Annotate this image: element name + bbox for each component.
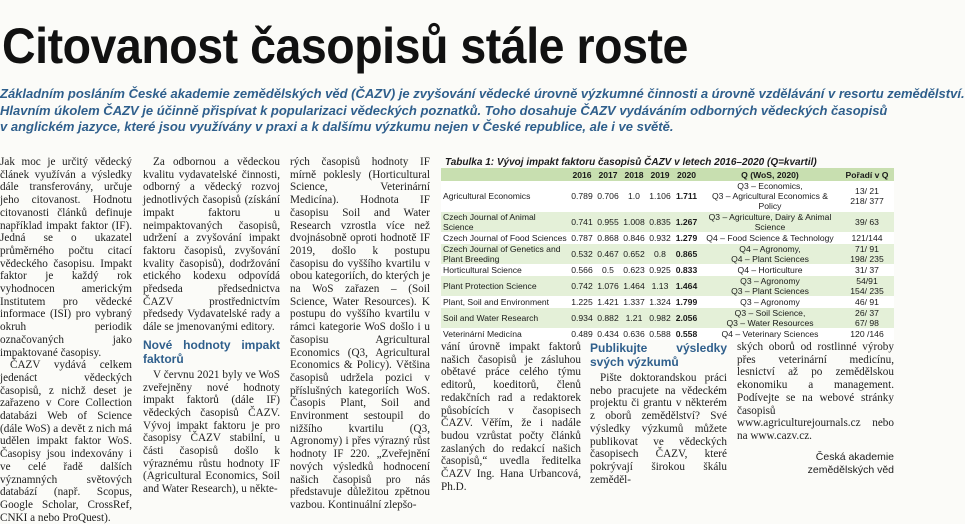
header-cell: Q (WoS, 2020): [700, 168, 840, 181]
article-column-2: [143, 156, 280, 496]
quartile-cell: Q4 – Agronomy, Q4 – Plant Sciences: [700, 244, 840, 265]
quartile-cell: Q4 – Food Science & Technology: [700, 233, 840, 244]
impact-factor-cell: 1.21: [621, 308, 647, 329]
body-paragraph: Pište doktorandskou práci nebo pracujete na vědeckém projektu či grantu v některém z oborů zemědělství? Své výsledky výzkumů můžete publikovat ve vědeckých časopisech ČAZV, které pokrývají širokou škálu zeměděl-: [590, 372, 727, 486]
impact-factor-cell: 1.711: [673, 181, 700, 212]
impact-factor-cell: 0.789: [569, 181, 595, 212]
body-paragraph: ských oborů od rostlinné výroby přes veterinární medicínu, lesnictví až po zemědělskou ekonomiku a management. Podívejte se na webové stránky časopisů www.agriculturejournals.cz nebo na www.cazv.cz.: [737, 341, 894, 442]
lead-line: v anglickém jazyce, které jsou využívány v praxi a k dalšímu výzkumu nejen v České republice, ale i ve světě.: [0, 119, 674, 134]
impact-factor-cell: 0.833: [673, 265, 700, 276]
quartile-cell: Q3 – Agronomy: [700, 297, 840, 308]
impact-factor-cell: 0.5: [595, 265, 621, 276]
impact-factor-cell: 1.337: [621, 297, 647, 308]
impact-factor-cell: 1.106: [647, 181, 673, 212]
rank-cell: 121/144: [840, 233, 894, 244]
table-row: [441, 181, 894, 212]
impact-factor-cell: 0.868: [595, 233, 621, 244]
body-paragraph: Za odbornou a vědeckou kvalitu vydavatelské činnosti, odborný a vědecký rozvoj jednotlivých časopisů (získání impakt faktoru u neimpaktovaných časopisů, udržení a zvyšování impakt faktoru časopisů, zvyšování kvality časopisů), dodržování etického kodexu odpovídá předseda předsednictva ČAZV prostřednictvím předsedy Vydavatelské rady a dále se jmenovanými editory.: [143, 156, 280, 334]
header-cell: 2019: [647, 168, 673, 181]
impact-factor-cell: 0.467: [595, 244, 621, 265]
impact-factor-cell: 0.882: [595, 308, 621, 329]
impact-factor-cell: 0.489: [569, 329, 595, 340]
impact-factor-cell: 0.532: [569, 244, 595, 265]
table-row: [441, 233, 894, 244]
impact-factor-cell: 0.934: [569, 308, 595, 329]
rank-cell: 120 /146: [840, 329, 894, 340]
journal-name-cell: Agricultural Economics: [441, 181, 569, 212]
impact-factor-cell: 0.623: [621, 265, 647, 276]
table-row: [441, 329, 894, 340]
impact-factor-cell: 0.652: [621, 244, 647, 265]
header-cell: 2020: [673, 168, 700, 181]
quartile-cell: Q3 – Economics, Q3 – Agricultural Economics & Policy: [700, 181, 840, 212]
rank-cell: 54/91 154/ 235: [840, 276, 894, 297]
impact-factor-cell: 0.741: [569, 212, 595, 233]
lead-paragraph: [0, 86, 965, 136]
rank-cell: 13/ 21 218/ 377: [840, 181, 894, 212]
impact-factor-cell: 1.267: [673, 212, 700, 233]
journal-name-cell: Soil and Water Research: [441, 308, 569, 329]
page-title: Citovanost časopisů stále roste: [2, 18, 688, 74]
lead-line: Hlavním úkolem ČAZV je účinně přispívat k popularizaci vědeckých poznatků. Toho dosahuje ČAZV vydáváním odborných vědeckých časopisů: [0, 102, 888, 118]
impact-factor-cell: 0.706: [595, 181, 621, 212]
impact-factor-cell: 1.464: [673, 276, 700, 297]
impact-factor-cell: 1.225: [569, 297, 595, 308]
table-row: [441, 276, 894, 297]
body-paragraph: rých časopisů hodnoty IF mírně poklesly (Horticultural Science, Veterinární Medicína). Hodnota IF časopisu Soil and Water Research vzrostla více než dvojnásobně oproti hodnotě IF 2019, došlo k postupu časopisu do vyššího kvartilu v obou kategoriích, do kterých je na WoS zařazen – (Soil Science, Water Resources). K postupu do vyššího kvartilu v rámci kategorie WoS došlo i u časopisu Agricultural Economics (Q3, Agricultural Economics & Policy). Většina časopisů udržela pozici v příslušných kategoriích WoS. Časopis Plant, Soil and Environment sestoupil do nižšího kvartilu (Q3, Agronomy) i přes výrazný růst hodnoty IF 220. „Zveřejnění nových výsledků hodnocení našich časopisů pro nás představuje důležitou zpětnou vazbou. Kontinuální zlepšo-: [290, 156, 430, 511]
journal-name-cell: Czech Journal of Animal Science: [441, 212, 569, 233]
impact-factor-cell: 0.742: [569, 276, 595, 297]
table-row: [441, 212, 894, 233]
article-column-4: [441, 341, 581, 493]
impact-factor-cell: 1.008: [621, 212, 647, 233]
body-paragraph: V červnu 2021 byly ve WoS zveřejněny nové hodnoty impakt faktorů (dále IF) vědeckých časopisů ČAZV. Vývoj impakt faktoru je pro časopisy ČAZV stabilní, u části časopisů došlo k výraznému růstu hodnoty IF (Agricultural Economics, Soil and Water Research), u někte-: [143, 368, 280, 496]
journal-name-cell: Plant, Soil and Environment: [441, 297, 569, 308]
impact-factor-cell: 0.955: [595, 212, 621, 233]
rank-cell: 31/ 37: [840, 265, 894, 276]
journal-name-cell: Plant Protection Science: [441, 276, 569, 297]
header-cell: [441, 168, 569, 181]
impact-factor-cell: 0.835: [647, 212, 673, 233]
rank-cell: 26/ 37 67/ 98: [840, 308, 894, 329]
impact-factor-cell: 0.566: [569, 265, 595, 276]
impact-factor-cell: 2.056: [673, 308, 700, 329]
signature: [737, 451, 894, 477]
rank-cell: 39/ 63: [840, 212, 894, 233]
signature-line: Česká akademie: [815, 450, 894, 463]
table-row: [441, 297, 894, 308]
impact-factor-table: [441, 168, 894, 340]
header-cell: 2016: [569, 168, 595, 181]
impact-factor-cell: 0.588: [647, 329, 673, 340]
impact-factor-cell: 0.865: [673, 244, 700, 265]
table-row: [441, 308, 894, 329]
impact-factor-cell: 0.982: [647, 308, 673, 329]
body-paragraph: vání úrovně impakt faktorů našich časopisů je zásluhou obětavé práce celého týmu editorů, koeditorů, členů redakčních rad a redaktorek působících v časopisech ČAZV. Věřím, že i nadále budou vzrůstat počty článků zaslaných do redakcí našich časopisů,“ uvedla ředitelka ČAZV Ing. Hana Urbancová, Ph.D.: [441, 341, 581, 493]
impact-factor-cell: 1.324: [647, 297, 673, 308]
table-header-row: [441, 168, 894, 181]
journal-name-cell: Horticultural Science: [441, 265, 569, 276]
body-paragraph: ČAZV vydává celkem jedenáct vědeckých časopisů, z nichž deset je zařazeno v Core Collection databázi Web of Science (dále WoS) a devět z nich má udělen impakt faktor WoS. Časopisy jsou indexovány i ve celé řadě dalších významných světových databází (např. Scopus, Google Scholar, CrossRef, CNKI a nebo ProQuest).: [0, 359, 132, 524]
impact-factor-cell: 1.0: [621, 181, 647, 212]
impact-factor-cell: 0.846: [621, 233, 647, 244]
lead-line: Základním posláním České akademie zemědělských věd (ČAZV) je zvyšování vědecké úrovně výzkumné činnosti a úrovně vzdělávání v resortu zemědělství.: [0, 86, 965, 101]
impact-factor-cell: 1.279: [673, 233, 700, 244]
quartile-cell: Q3 – Soil Science, Q3 – Water Resources: [700, 308, 840, 329]
table-caption: Tabulka 1: Vývoj impakt faktoru časopisů ČAZV v letech 2016–2020 (Q=kvartil): [445, 157, 817, 168]
quartile-cell: Q3 – Agronomy Q3 – Plant Sciences: [700, 276, 840, 297]
impact-factor-cell: 1.464: [621, 276, 647, 297]
signature-line: zemědělských věd: [807, 463, 894, 476]
article-column-3: [290, 156, 430, 511]
impact-factor-cell: 1.13: [647, 276, 673, 297]
quartile-cell: Q3 – Agriculture, Dairy & Animal Science: [700, 212, 840, 233]
article-column-1: [0, 156, 132, 524]
impact-factor-cell: 1.421: [595, 297, 621, 308]
section-heading: Nové hodnoty impakt faktorů: [143, 337, 280, 366]
impact-factor-cell: 0.434: [595, 329, 621, 340]
impact-factor-cell: 1.076: [595, 276, 621, 297]
header-cell: Pořadí v Q: [840, 168, 894, 181]
impact-factor-cell: 0.636: [621, 329, 647, 340]
header-cell: 2018: [621, 168, 647, 181]
impact-factor-cell: 0.558: [673, 329, 700, 340]
journal-name-cell: Veterinární Medicína: [441, 329, 569, 340]
article-column-6: [737, 341, 894, 476]
table-body: [441, 181, 894, 340]
journal-name-cell: Czech Journal of Genetics and Plant Breeding: [441, 244, 569, 265]
section-heading: Publikujte výsledky svých výzkumů: [590, 341, 727, 369]
impact-factor-cell: 0.925: [647, 265, 673, 276]
impact-factor-cell: 0.8: [647, 244, 673, 265]
impact-factor-cell: 0.787: [569, 233, 595, 244]
journal-name-cell: Czech Journal of Food Sciences: [441, 233, 569, 244]
impact-factor-cell: 1.799: [673, 297, 700, 308]
impact-factor-cell: 0.932: [647, 233, 673, 244]
rank-cell: 46/ 91: [840, 297, 894, 308]
table-row: [441, 244, 894, 265]
header-cell: 2017: [595, 168, 621, 181]
quartile-cell: Q4 – Horticulture: [700, 265, 840, 276]
article-column-5: [590, 341, 727, 486]
body-paragraph: Jak moc je určitý vědecký článek využíván a výsledky dále transferovány, určuje jeho citovanost. Hodnotu citovanosti článků definuje například impakt faktor (IF). Jedná se o ukazatel průměrného počtu citací vědeckého časopisu. Impakt faktor je každý rok vyhodnocen americkým Institutem pro vědecké informace (ISI) pro vybraný okruh periodik označovaných jako impaktované časopisy.: [0, 156, 132, 359]
table-row: [441, 265, 894, 276]
quartile-cell: Q4 – Veterinary Sciences: [700, 329, 840, 340]
rank-cell: 71/ 91 198/ 235: [840, 244, 894, 265]
